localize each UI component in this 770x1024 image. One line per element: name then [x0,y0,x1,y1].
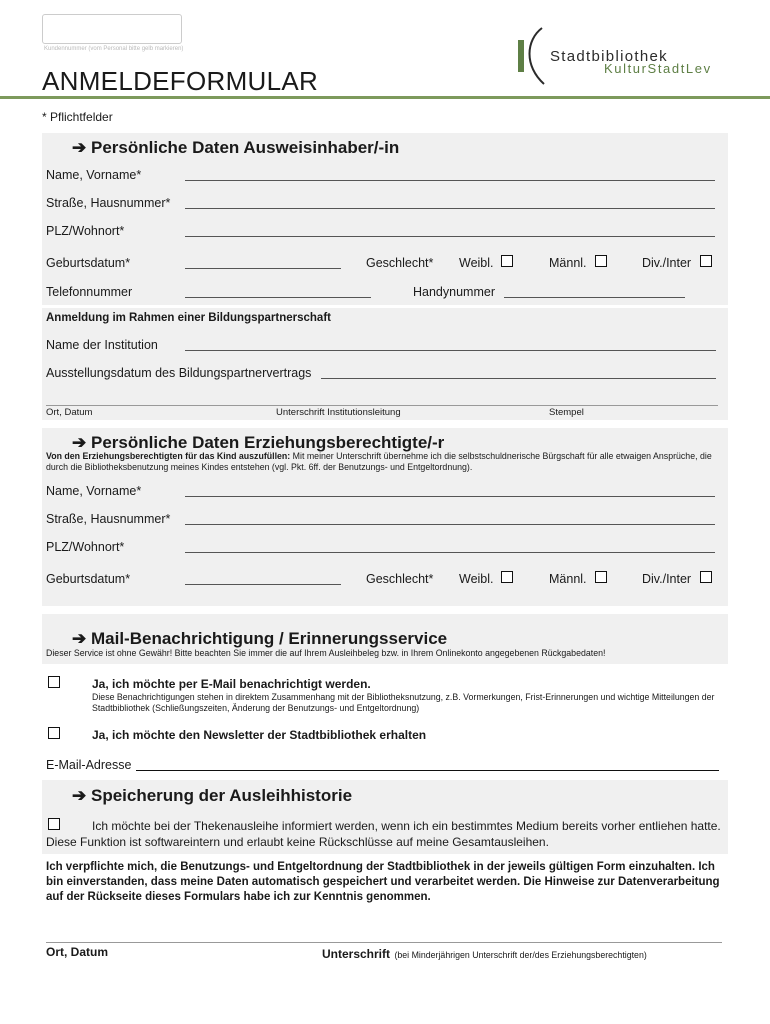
plz-input[interactable] [185,236,715,237]
institution-label: Name der Institution [46,338,158,352]
partnership-place-date: Ort, Datum [46,407,93,418]
email-address-label: E-Mail-Adresse [46,758,132,772]
guardian-street-input[interactable] [185,524,715,525]
section4-heading-text: Speicherung der Ausleihhistorie [90,786,353,805]
mobile-input[interactable] [504,297,685,298]
logo-name: Stadtbibliothek [550,48,668,65]
arrow-icon: ➔ [72,629,87,648]
newsletter-checkbox[interactable] [48,727,60,739]
section3-heading [72,629,447,649]
phone-input[interactable] [185,297,371,298]
email-notification-desc: Diese Benachrichtigungen stehen in direktem Zusammenhang mit der Bibliotheksnutzung, z.B. Vormerkungen, Frist-Erinnerungen und wichtige Mitteilungen der Stadtbibliothek (Schließungszeiten, Änderung der Benutzungs- und Entgeltordnung) [92,692,715,713]
diverse-label: Div./Inter [642,256,692,270]
plz-label: PLZ/Wohnort* [46,224,125,238]
email-notification-checkbox[interactable] [48,676,60,688]
footer-signature-line[interactable] [46,942,722,943]
section4-heading [72,786,352,806]
footer-signature-label: Unterschrift [322,947,391,961]
partnership-stamp: Stempel [549,407,584,418]
female-label: Weibl. [459,256,494,270]
institution-input[interactable] [185,350,716,351]
section1-heading [72,138,399,158]
partnership-signature-line[interactable] [46,405,718,406]
mail-service-note: Dieser Service ist ohne Gewähr! Bitte beachten Sie immer die auf Ihrem Ausleihbeleg bzw. in Ihrem Onlinekonto angegebenen Rückgabedaten! [46,648,606,658]
guardian-intro-bold: Von den Erziehungsberechtigten für das Kind auszufüllen: [46,451,291,461]
female-checkbox[interactable] [501,255,513,267]
customer-number-hint: Kundennummer (vom Personal bitte gelb markieren) [44,46,184,52]
male-label: Männl. [549,256,587,270]
header-rule [0,96,770,99]
section2-heading-text: Persönliche Daten Erziehungsberechtigte/-r [90,433,445,452]
guardian-intro [46,451,722,473]
guardian-name-input[interactable] [185,496,715,497]
history-text: Ich möchte bei der Thekenausleihe informiert werden, wenn ich ein bestimmtes Medium bereits vorher entliehen hatte. Diese Funktion ist softwareintern und erlaubt keine Rückschlüsse auf meine Gesamtausleihen. [46,819,721,849]
arrow-icon: ➔ [72,138,87,157]
declaration: Ich verpflichte mich, die Benutzungs- und Entgeltordnung der Stadtbibliothek in der jeweils gültigen Form einzuhalten. Ich bin einverstanden, dass meine Daten automatisch gespeichert und verarbeitet werden. Die Hinweise zur Datenverarbeitung auf der Rückseite dieses Formulars habe ich zur Kenntnis genommen. [46,861,720,903]
mobile-label: Handynummer [413,285,495,299]
guardian-female-checkbox[interactable] [501,571,513,583]
guardian-female-label: Weibl. [459,572,494,586]
guardian-name-label: Name, Vorname* [46,484,142,498]
street-label: Straße, Hausnummer* [46,196,171,210]
logo [512,26,732,92]
guardian-plz-input[interactable] [185,552,715,553]
partnership-heading: Anmeldung im Rahmen einer Bildungspartnerschaft [46,312,331,324]
email-address-input[interactable] [136,770,719,771]
section-partnership [42,308,728,420]
guardian-diverse-checkbox[interactable] [700,571,712,583]
name-input[interactable] [185,180,715,181]
birth-label: Geburtsdatum* [46,256,131,270]
arrow-icon: ➔ [72,786,87,805]
required-note: * Pflichtfelder [42,110,113,124]
logo-mark-icon [512,26,552,92]
guardian-plz-label: PLZ/Wohnort* [46,540,125,554]
footer-place-date: Ort, Datum [46,945,109,959]
guardian-intro-text: Mit meiner Unterschrift übernehme ich die selbstschuldnerische Bürgschaft für alle etwaigen Ansprüche, die durch die Bibliotheksbenutzung meines Kindes entstehen (vgl. Pkt. 6ff. der Benutzungs- und Entgeltordnung). [46,451,712,472]
name-label: Name, Vorname* [46,168,142,182]
section3-heading-text: Mail-Benachrichtigung / Erinnerungsservice [90,629,448,648]
guardian-gender-label: Geschlecht* [366,572,434,586]
contract-date-label: Ausstellungsdatum des Bildungspartnervertrags [46,366,312,380]
page-title: ANMELDEFORMULAR [42,66,319,96]
email-notification-label: Ja, ich möchte per E-Mail benachrichtigt werden. [92,677,371,691]
customer-number-field[interactable] [42,14,182,44]
guardian-male-label: Männl. [549,572,587,586]
guardian-birth-label: Geburtsdatum* [46,572,131,586]
phone-label: Telefonnummer [46,285,133,299]
street-input[interactable] [185,208,715,209]
arrow-icon: ➔ [72,433,87,452]
male-checkbox[interactable] [595,255,607,267]
diverse-checkbox[interactable] [700,255,712,267]
logo-sub: KulturStadtLev [604,61,712,76]
guardian-birth-input[interactable] [185,584,341,585]
guardian-male-checkbox[interactable] [595,571,607,583]
birth-input[interactable] [185,268,341,269]
contract-date-input[interactable] [321,378,716,379]
guardian-street-label: Straße, Hausnummer* [46,512,171,526]
gender-label: Geschlecht* [366,256,434,270]
section1-heading-text: Persönliche Daten Ausweisinhaber/-in [90,138,400,157]
section2-heading [72,433,444,453]
footer-signature [322,945,647,963]
guardian-diverse-label: Div./Inter [642,572,692,586]
footer-signature-note: (bei Minderjährigen Unterschrift der/des Erziehungsberechtigten) [394,950,647,960]
section-personal-data [42,133,728,305]
partnership-signature: Unterschrift Institutionsleitung [276,407,401,418]
newsletter-label: Ja, ich möchte den Newsletter der Stadtbibliothek erhalten [92,728,427,742]
